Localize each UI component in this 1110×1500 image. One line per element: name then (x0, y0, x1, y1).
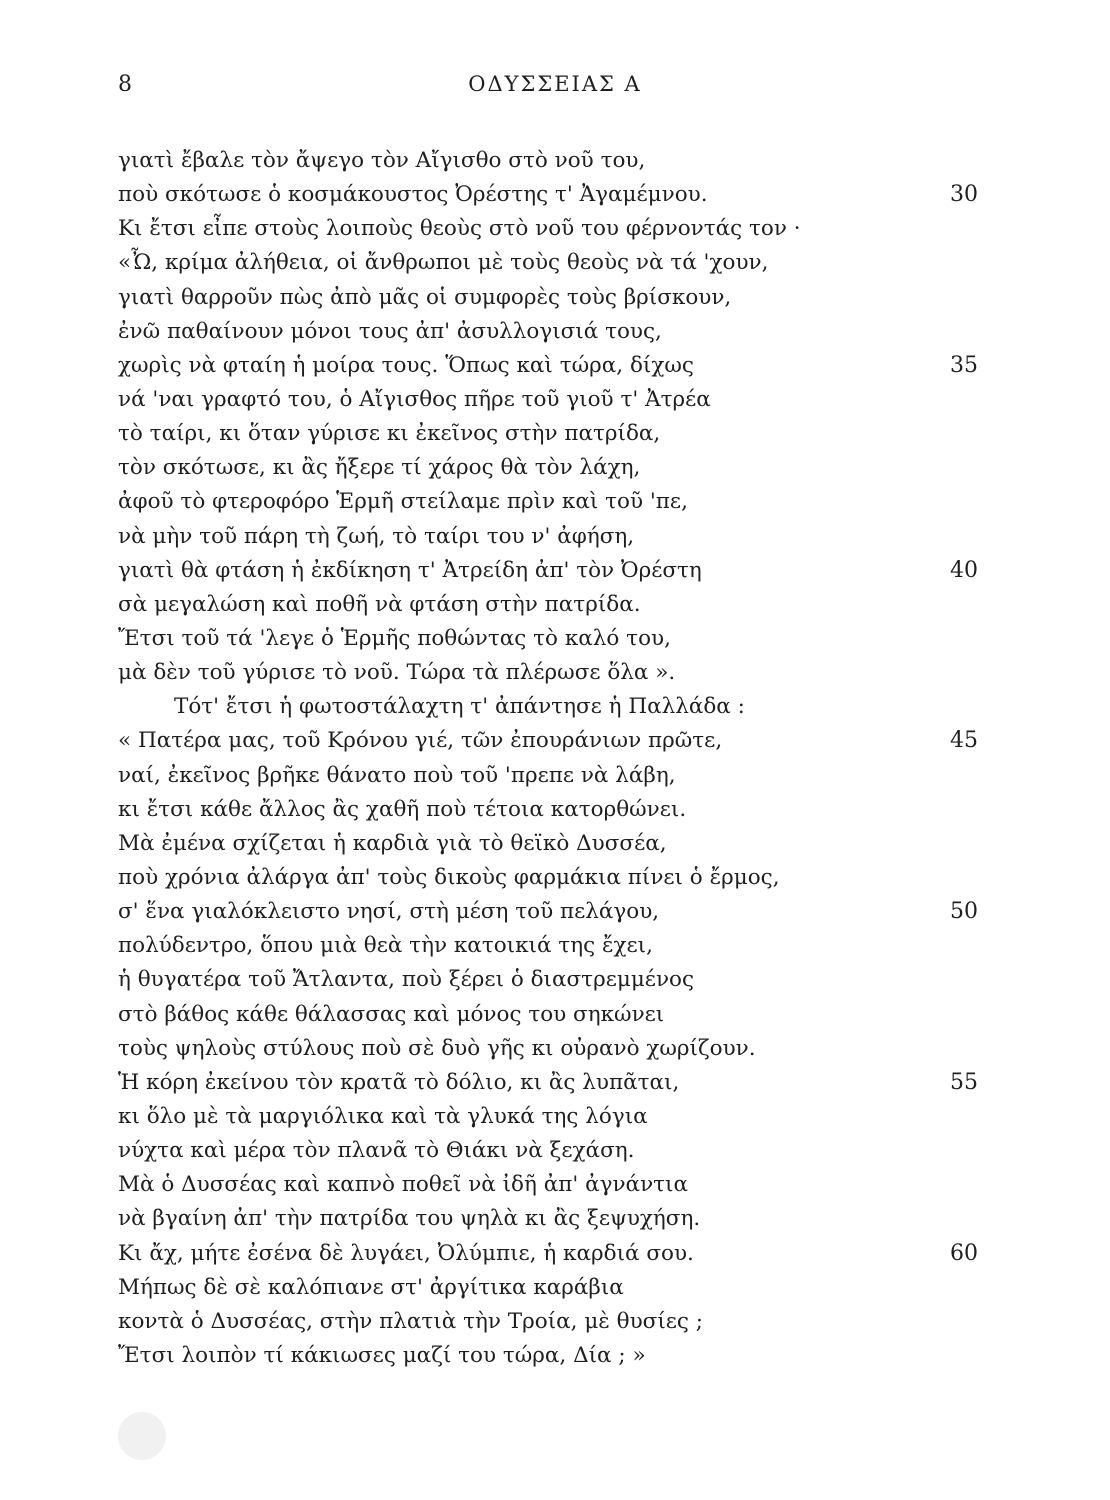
verse-text: Μὰ ἐμένα σχίζεται ἡ καρδιὰ γιὰ τὸ θεϊκὸ Δυσσέα, (118, 830, 667, 856)
verse-line (118, 246, 978, 280)
verse-line (118, 554, 978, 588)
verse-text: τοὺς ψηλοὺς στύλους ποὺ σὲ δυὸ γῆς κι οὐρανὸ χωρίζουν. (118, 1035, 756, 1061)
verse-text: σὰ μεγαλώση καὶ ποθῆ νὰ φτάση στὴν πατρίδα. (118, 591, 641, 617)
verse-line (118, 724, 978, 758)
verse-line (118, 1202, 978, 1236)
verse-text: κι ἔτσι κάθε ἄλλος ἂς χαθῆ ποὺ τέτοια κατορθώνει. (118, 796, 687, 822)
verse-line (118, 349, 978, 383)
verse-line (118, 281, 978, 315)
line-number: 35 (950, 352, 978, 378)
verse-line (118, 1237, 978, 1271)
verse-text: Τότ' ἔτσι ἡ φωτοστάλαχτη τ' ἀπάντησε ἡ Παλλάδα : (174, 694, 745, 720)
verse-line (118, 827, 978, 861)
verse-line (118, 1032, 978, 1066)
line-number: 45 (950, 728, 978, 754)
line-number: 40 (950, 557, 978, 583)
verse-text: γιατὶ ἔβαλε τὸν ἄψεγο τὸν Αἴγισθο στὸ νοῦ του, (118, 148, 646, 173)
line-number: 50 (950, 899, 978, 925)
line-number: 60 (950, 1240, 978, 1266)
verse-text: σ' ἕνα γιαλόκλειστο νησί, στὴ μέση τοῦ πελάγου, (118, 899, 660, 925)
verse-text: τὸν σκότωσε, κι ἂς ἤξερε τί χάρος θὰ τὸν λάχη, (118, 455, 641, 481)
verse-line (118, 1339, 978, 1373)
verse-text: ἀφοῦ τὸ φτεροφόρο Ἑρμῆ στείλαμε πρὶν καὶ τοῦ 'πε, (118, 489, 688, 515)
verse-line (118, 588, 978, 622)
verse-line (118, 861, 978, 895)
verse-line (118, 383, 978, 417)
verse-line (118, 1168, 978, 1202)
page-stain-mark (118, 1412, 166, 1460)
page-number: 8 (118, 72, 132, 97)
verse-text: « Πατέρα μας, τοῦ Κρόνου γιέ, τῶν ἐπουράνιων πρῶτε, (118, 728, 723, 754)
verse-line (118, 759, 978, 793)
verse-line (118, 895, 978, 929)
verse-text: ποὺ σκότωσε ὁ κοσμάκουστος Ὀρέστης τ' Ἀγαμέμνου. (118, 182, 708, 208)
verse-text: γιατὶ θαρροῦν πὼς ἀπὸ μᾶς οἱ συμφορὲς τοὺς βρίσκουν, (118, 284, 732, 310)
verse-text: γιατὶ θὰ φτάση ἡ ἐκδίκηση τ' Ἀτρείδη ἀπ' τὸν Ὀρέστη (118, 557, 702, 583)
verse-line (118, 1066, 978, 1100)
verse-block (118, 144, 978, 1373)
verse-text: Ἔτσι τοῦ τά 'λεγε ὁ Ἑρμῆς ποθώντας τὸ καλό του, (118, 625, 671, 651)
verse-line (118, 656, 978, 690)
verse-text: «Ὦ, κρίμα ἀλήθεια, οἱ ἄνθρωποι μὲ τοὺς θεοὺς νὰ τά 'χουν, (118, 250, 769, 276)
verse-text: νύχτα καὶ μέρα τὸν πλανᾶ τὸ Θιάκι νὰ ξεχάση. (118, 1138, 635, 1164)
verse-line (118, 963, 978, 997)
verse-line (118, 485, 978, 519)
verse-line (118, 144, 978, 178)
verse-text: Μὰ ὁ Δυσσέας καὶ καπνὸ ποθεῖ νὰ ἰδῆ ἀπ' ἀγνάντια (118, 1172, 688, 1198)
verse-line (118, 315, 978, 349)
verse-line (118, 212, 978, 246)
verse-line (118, 178, 978, 212)
verse-line (118, 1100, 978, 1134)
verse-text: ποὺ χρόνια ἀλάργα ἀπ' τοὺς δικοὺς φαρμάκια πίνει ὁ ἔρμος, (118, 864, 780, 890)
verse-line (118, 417, 978, 451)
verse-line (118, 622, 978, 656)
verse-text: Μήπως δὲ σὲ καλόπιανε στ' ἀργίτικα καράβια (118, 1274, 624, 1300)
verse-text: ναί, ἐκεῖνος βρῆκε θάνατο ποὺ τοῦ 'πρεπε νὰ λάβη, (118, 762, 676, 788)
verse-line (118, 929, 978, 963)
verse-text: χωρὶς νὰ φταίη ἡ μοίρα τους. Ὅπως καὶ τώρα, δίχως (118, 352, 694, 378)
verse-text: Κι ἄχ, μήτε ἐσένα δὲ λυγάει, Ὀλύμπιε, ἡ καρδιά σου. (118, 1240, 694, 1266)
verse-text: τὸ ταίρι, κι ὅταν γύρισε κι ἐκεῖνος στὴν πατρίδα, (118, 421, 661, 447)
line-number: 30 (950, 182, 978, 208)
verse-text: νά 'ναι γραφτό του, ὁ Αἴγισθος πῆρε τοῦ γιοῦ τ' Ἀτρέα (118, 386, 711, 412)
verse-line (118, 451, 978, 485)
verse-text: Ἡ κόρη ἐκείνου τὸν κρατᾶ τὸ δόλιο, κι ἂς λυπᾶται, (118, 1069, 680, 1095)
verse-text: μὰ δὲν τοῦ γύρισε τὸ νοῦ. Τώρα τὰ πλέρωσε ὅλα ». (118, 660, 676, 686)
verse-text: στὸ βάθος κάθε θάλασσας καὶ μόνος του σηκώνει (118, 1001, 665, 1027)
verse-line (118, 1134, 978, 1168)
verse-text: κι ὅλο μὲ τὰ μαργιόλικα καὶ τὰ γλυκά της λόγια (118, 1103, 648, 1129)
verse-text: νὰ μὴν τοῦ πάρη τὴ ζωή, τὸ ταίρι του ν' ἀφήση, (118, 523, 635, 549)
verse-text: ἡ θυγατέρα τοῦ Ἄτλαντα, ποὺ ξέρει ὁ διαστρεμμένος (118, 967, 694, 993)
verse-text: κοντὰ ὁ Δυσσέας, στὴν πλατιὰ τὴν Τροία, μὲ θυσίες ; (118, 1308, 704, 1334)
verse-line (118, 1305, 978, 1339)
verse-text: Ἔτσι λοιπὸν τί κάκιωσες μαζί του τώρα, Δία ; » (118, 1342, 646, 1368)
verse-line (118, 690, 978, 724)
verse-line (118, 520, 978, 554)
verse-line (118, 998, 978, 1032)
verse-text: νὰ βγαίνη ἀπ' τὴν πατρίδα του ψηλὰ κι ἂς ξεψυχήση. (118, 1206, 701, 1232)
running-title: ΟΔΥΣΣΕΙΑΣ Α (468, 72, 642, 96)
verse-text: ἐνῶ παθαίνουν μόνοι τους ἀπ' ἀσυλλογισιά τους, (118, 318, 662, 344)
line-number: 55 (950, 1069, 978, 1095)
verse-text: Κι ἔτσι εἶπε στοὺς λοιποὺς θεοὺς στὸ νοῦ του φέρνοντάς τον · (118, 216, 801, 242)
verse-line (118, 1271, 978, 1305)
verse-line (118, 793, 978, 827)
verse-text: πολύδεντρο, ὅπου μιὰ θεὰ τὴν κατοικιά της ἔχει, (118, 933, 653, 959)
